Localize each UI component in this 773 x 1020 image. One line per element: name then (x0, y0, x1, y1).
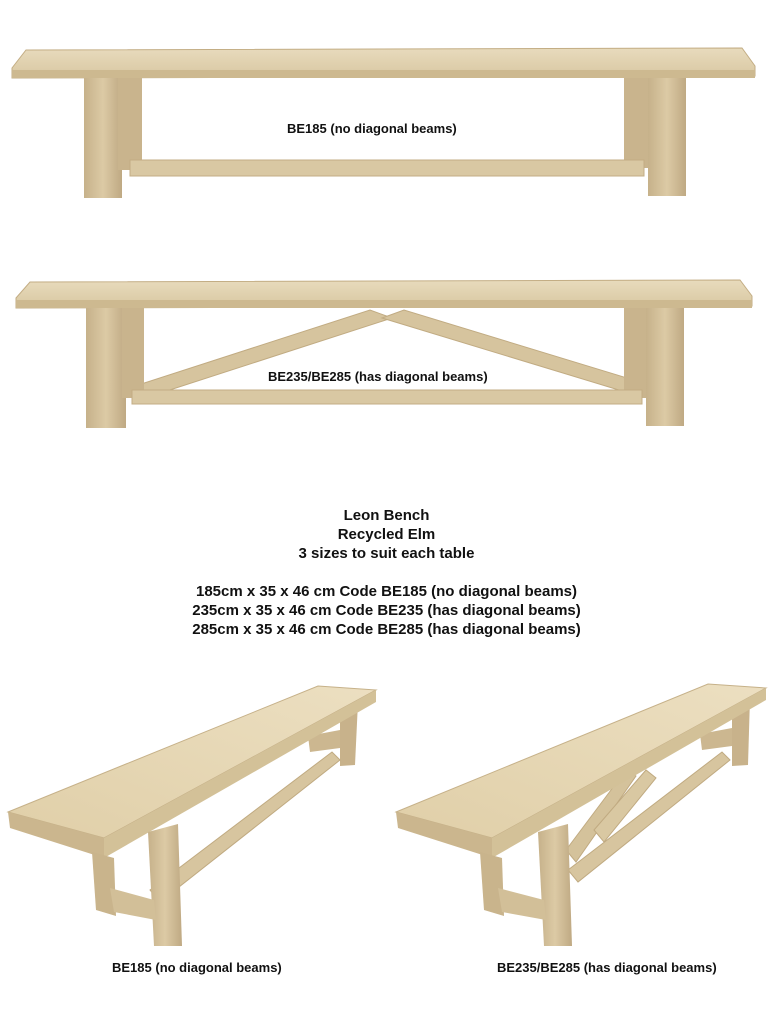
size-line-be235: 235cm x 35 x 46 cm Code BE235 (has diagonal beams) (192, 602, 581, 619)
bench-be235-be285-side-view (16, 280, 752, 428)
caption-middle-bench: BE235/BE285 (has diagonal beams) (268, 369, 488, 384)
product-sizes-note: 3 sizes to suit each table (298, 545, 475, 562)
size-line-be285: 285cm x 35 x 46 cm Code BE285 (has diagonal beams) (192, 621, 581, 638)
caption-bottom-right: BE235/BE285 (has diagonal beams) (497, 960, 717, 975)
bench-be185-perspective-view (8, 686, 376, 946)
bench-be235-be285-perspective-view (396, 684, 766, 946)
product-material: Recycled Elm (337, 526, 436, 543)
caption-top-bench: BE185 (no diagonal beams) (287, 121, 457, 136)
size-line-be185: 185cm x 35 x 46 cm Code BE185 (no diagonal beams) (196, 583, 577, 600)
caption-bottom-left: BE185 (no diagonal beams) (112, 960, 282, 975)
product-name: Leon Bench (343, 507, 430, 524)
product-info (0, 506, 773, 639)
